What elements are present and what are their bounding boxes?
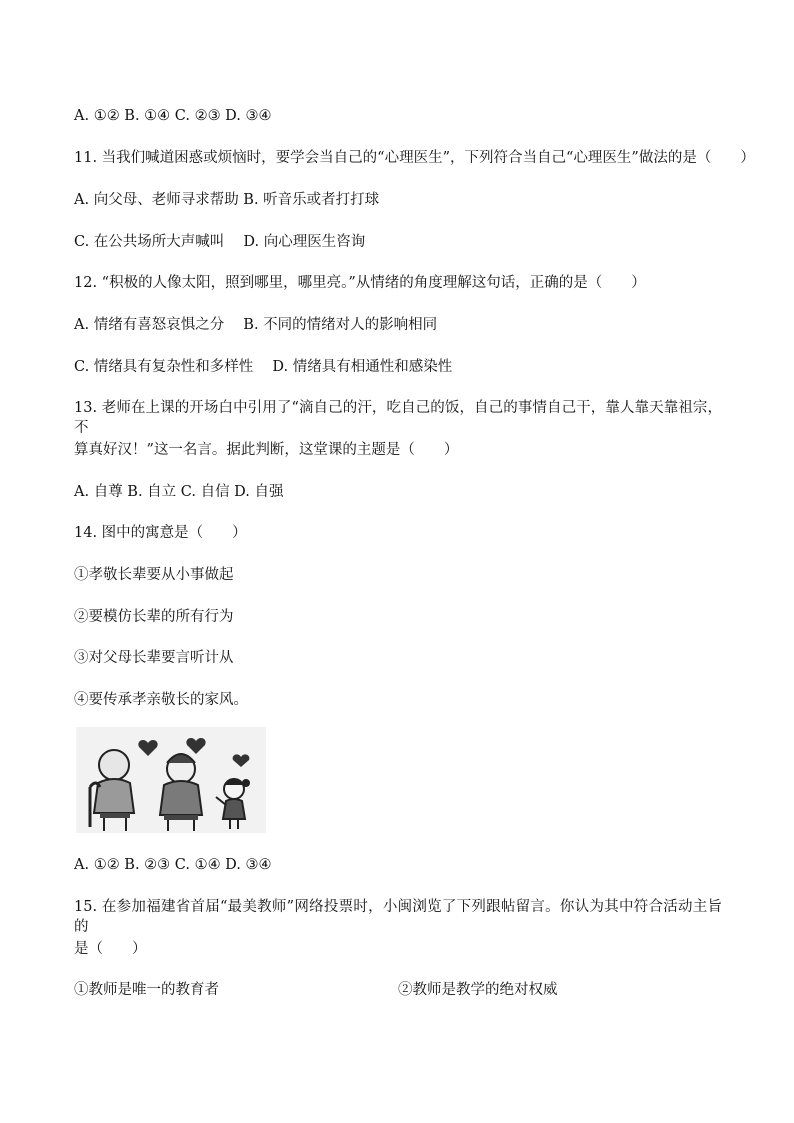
q12-stem: 12. “积极的人像太阳，照到哪里，哪里亮。”从情绪的角度理解这句话，正确的是（ ） — [74, 275, 646, 291]
q11-options-ab: A. 向父母、老师寻求帮助 B. 听音乐或者打打球 — [74, 192, 380, 208]
q15-item-1: ①教师是唯一的教育者 — [74, 982, 219, 998]
q11-stem: 11. 当我们喊道困惑或烦恼时，要学会当自己的“心理医生”，下列符合当自己“心理医生”做法的是（ ） — [74, 150, 755, 166]
q14-options: A. ①② B. ②③ C. ①④ D. ③④ — [74, 857, 272, 873]
heart-icon — [138, 740, 157, 756]
q14-item-1: ①孝敬长辈要从小事做起 — [74, 567, 234, 583]
q15-items-row — [74, 980, 722, 1000]
q13-stem-line1: 13. 老师在上课的开场白中引用了“滴自己的汗，吃自己的饭，自己的事情自己干，靠人靠天靠祖宗，不 — [74, 400, 722, 436]
q14-item-4: ④要传承孝亲敬长的家风。 — [74, 692, 248, 708]
family-illustration — [76, 727, 266, 833]
q12-options-cd: C. 情绪具有复杂性和多样性 D. 情绪具有相通性和感染性 — [74, 359, 453, 375]
q15-stem-line2: 是（ ） — [74, 941, 147, 957]
q13-stem-line2: 算真好汉！”这一名言。据此判断，这堂课的主题是（ ） — [74, 442, 459, 458]
heart-icon — [233, 754, 250, 767]
q14-stem: 14. 图中的寓意是（ ） — [74, 525, 247, 541]
q10-options: A. ①② B. ①④ C. ②③ D. ③④ — [74, 108, 272, 124]
q14-item-3: ③对父母长辈要言听计从 — [74, 650, 234, 666]
q15-stem-line1: 15. 在参加福建省首届“最美教师”网络投票时，小闽浏览了下列跟帖留言。你认为其中符合活动主旨的 — [74, 899, 722, 935]
heart-icon — [186, 738, 205, 754]
q11-options-cd: C. 在公共场所大声喊叫 D. 向心理医生咨询 — [74, 234, 366, 250]
q14-item-2: ②要模仿长辈的所有行为 — [74, 609, 234, 625]
q13-options: A. 自尊 B. 自立 C. 自信 D. 自强 — [74, 484, 284, 500]
q15-item-2: ②教师是教学的绝对权威 — [398, 982, 558, 998]
q12-options-ab: A. 情绪有喜怒哀惧之分 B. 不同的情绪对人的影响相同 — [74, 317, 438, 333]
